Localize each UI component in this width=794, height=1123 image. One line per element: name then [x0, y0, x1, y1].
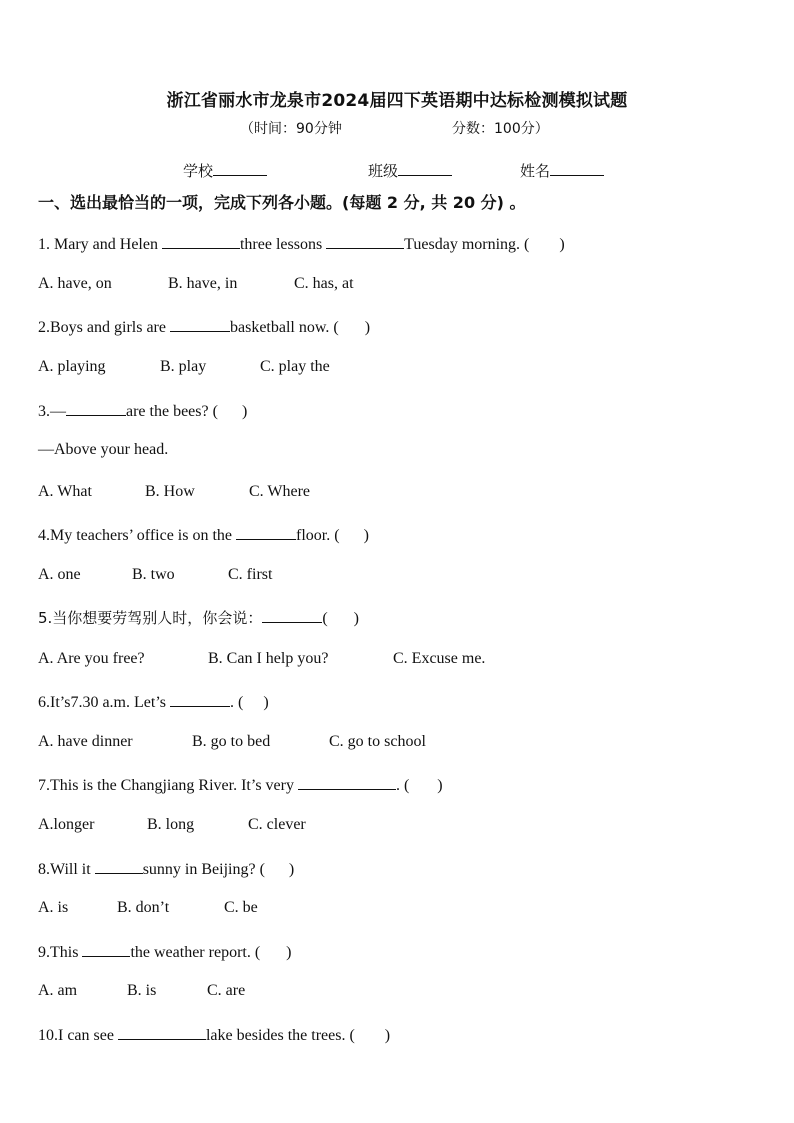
- answer-blank: [118, 1024, 206, 1040]
- option-a: A. have dinner: [38, 733, 133, 750]
- answer-blank: [170, 316, 230, 332]
- answer-blank: [66, 400, 126, 416]
- answer-blank: [162, 233, 240, 249]
- option-a: A. playing: [38, 358, 106, 375]
- option-a: A. Are you free?: [38, 650, 145, 667]
- question-9: 9.This the weather report. ( ): [38, 941, 292, 962]
- option-c: C. Excuse me.: [393, 650, 486, 667]
- question-10: 10.I can see lake besides the trees. ( ): [38, 1024, 390, 1045]
- exam-title: 浙江省丽水市龙泉市2024届四下英语期中达标检测模拟试题: [166, 91, 628, 111]
- option-a: A. What: [38, 483, 92, 500]
- answer-blank: [262, 607, 322, 623]
- option-b: B. have, in: [168, 275, 238, 292]
- class-field: [368, 160, 452, 181]
- question-8: 8.Will it sunny in Beijing? ( ): [38, 858, 294, 879]
- school-label: 学校: [183, 162, 214, 180]
- question-3-answer: —Above your head.: [38, 441, 169, 458]
- option-c: C. go to school: [329, 733, 426, 750]
- option-b: B. play: [160, 358, 207, 375]
- option-c: C. first: [228, 566, 273, 583]
- option-a: A. have, on: [38, 275, 112, 292]
- question-7: 7.This is the Changjiang River. It’s very . ( ): [38, 774, 443, 795]
- option-b: B. two: [132, 566, 175, 583]
- class-label: 班级: [368, 162, 399, 180]
- answer-blank: [236, 524, 296, 540]
- option-c: C. are: [207, 982, 246, 999]
- question-3: 3.— are the bees? ( ): [38, 400, 247, 421]
- option-a: A.longer: [38, 816, 95, 833]
- option-c: C. has, at: [294, 275, 354, 292]
- question-4: 4.My teachers’ office is on the floor. ( ): [38, 524, 369, 545]
- section-heading: 一、选出最恰当的一项，完成下列各小题。(每题 2 分, 共 20 分) 。: [38, 193, 526, 212]
- question-5: 5.当你想要劳驾别人时，你会说： ( ): [38, 609, 359, 627]
- answer-blank: [82, 941, 130, 957]
- answer-blank: [298, 774, 396, 790]
- school-blank: [213, 161, 267, 176]
- name-blank: [550, 161, 604, 176]
- option-b: B. long: [147, 816, 195, 833]
- option-a: A. is: [38, 899, 69, 916]
- name-field: [520, 160, 604, 181]
- option-a: A. am: [38, 982, 78, 999]
- option-b: B. is: [127, 982, 157, 999]
- exam-time: （时间：90分钟: [240, 121, 342, 137]
- answer-blank: [326, 233, 404, 249]
- question-6: 6.It’s7.30 a.m. Let’s . ( ): [38, 691, 269, 712]
- school-field: [183, 160, 267, 181]
- name-label: 姓名: [520, 162, 551, 180]
- option-c: C. Where: [249, 483, 311, 500]
- exam-score: 分数：100分）: [452, 121, 549, 137]
- answer-blank: [170, 691, 230, 707]
- option-c: C. play the: [260, 358, 330, 375]
- answer-blank: [95, 858, 143, 874]
- question-2: 2.Boys and girls are basketball now. ( ): [38, 316, 370, 337]
- option-a: A. one: [38, 566, 81, 583]
- class-blank: [398, 161, 452, 176]
- option-b: B. Can I help you?: [208, 650, 329, 667]
- question-1: 1. Mary and Helen three lessons Tuesday morning. ( ): [38, 233, 565, 254]
- option-b: B. don’t: [117, 899, 170, 916]
- option-c: C. clever: [248, 816, 306, 833]
- option-c: C. be: [224, 899, 258, 916]
- option-b: B. How: [145, 483, 195, 500]
- option-b: B. go to bed: [192, 733, 271, 750]
